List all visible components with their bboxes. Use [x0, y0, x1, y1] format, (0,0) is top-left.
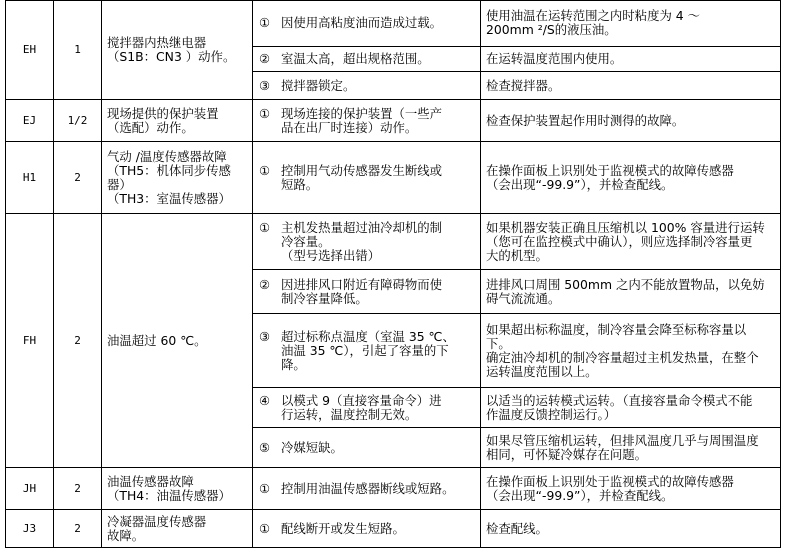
alarm-code: JH — [6, 468, 54, 510]
cause-text: 现场连接的保护装置（一些产 品在出厂时连接）动作。 — [281, 105, 443, 135]
remedy-cell: 如果尽管压缩机运转，但排风温度几乎与周围温度 相同，可怀疑冷媒存在问题。 — [481, 428, 781, 468]
cause-number: ④ — [259, 392, 271, 408]
cause-number: ② — [259, 276, 271, 292]
cause-cell — [253, 510, 481, 548]
cause-cell — [253, 142, 481, 214]
cause-number: ① — [259, 15, 271, 31]
alarm-count: 2 — [54, 468, 102, 510]
alarm-name: 冷凝器温度传感器 故障。 — [102, 510, 253, 548]
cause-text: 配线断开或发生短路。 — [281, 520, 405, 536]
alarm-name: 现场提供的保护装置 （选配）动作。 — [102, 100, 253, 142]
alarm-code: H1 — [6, 142, 54, 214]
remedy-cell: 使用油温在运转范围之内时粘度为 4 ～ 200mm ²/S的液压油。 — [481, 1, 781, 47]
alarm-count: 2 — [54, 214, 102, 468]
alarm-count: 1/2 — [54, 100, 102, 142]
remedy-cell: 在操作面板上识别处于监视模式的故障传感器 （会出现“-99.9”），并检查配线。 — [481, 468, 781, 510]
cause-number: ① — [259, 219, 271, 235]
table-row — [6, 100, 781, 142]
table-row — [6, 142, 781, 214]
table-row — [6, 214, 781, 270]
remedy-cell: 在运转温度范围内使用。 — [481, 46, 781, 72]
cause-cell — [253, 214, 481, 270]
cause-cell — [253, 270, 481, 314]
alarm-name: 油温传感器故障 （TH4：油温传感器） — [102, 468, 253, 510]
cause-number: ③ — [259, 328, 271, 344]
alarm-count: 2 — [54, 510, 102, 548]
cause-text: 搅拌器锁定。 — [281, 77, 356, 93]
cause-number: ① — [259, 520, 271, 536]
remedy-cell: 如果机器安装正确且压缩机以 100% 容量进行运转 （您可在监控模式中确认），则应选择制冷容量更 大的机型。 — [481, 214, 781, 270]
cause-cell — [253, 388, 481, 428]
cause-number: ① — [259, 162, 271, 178]
cause-cell — [253, 72, 481, 100]
cause-text: 控制用气动传感器发生断线或 短路。 — [281, 162, 443, 192]
alarm-code: FH — [6, 214, 54, 468]
cause-text: 控制用油温传感器断线或短路。 — [281, 480, 455, 496]
alarm-count: 1 — [54, 1, 102, 100]
alarm-code: J3 — [6, 510, 54, 548]
cause-number: ① — [259, 480, 271, 496]
cause-number: ③ — [259, 77, 271, 93]
cause-cell — [253, 468, 481, 510]
cause-number: ⑤ — [259, 439, 271, 455]
remedy-cell: 以适当的运转模式运转。（直接容量命令模式不能 作温度反馈控制运行。） — [481, 388, 781, 428]
table-row — [6, 1, 781, 47]
cause-text: 因使用高粘度油而造成过载。 — [281, 15, 443, 31]
alarm-table — [5, 0, 781, 548]
cause-cell — [253, 46, 481, 72]
cause-cell — [253, 100, 481, 142]
cause-cell — [253, 1, 481, 47]
cause-number: ① — [259, 105, 271, 121]
cause-cell — [253, 314, 481, 388]
table-row — [6, 468, 781, 510]
cause-text: 以模式 9（直接容量命令）进 行运转，温度控制无效。 — [281, 392, 442, 422]
remedy-cell: 检查搅拌器。 — [481, 72, 781, 100]
alarm-name: 油温超过 60 ℃。 — [102, 214, 253, 468]
alarm-code: EH — [6, 1, 54, 100]
remedy-cell: 如果超出标称温度，制冷容量会降至标称容量以 下。 确定油冷却机的制冷容量超过主机发热量，在整个 运转温度范围以上。 — [481, 314, 781, 388]
remedy-cell: 在操作面板上识别处于监视模式的故障传感器 （会出现“-99.9”），并检查配线。 — [481, 142, 781, 214]
cause-text: 超过标称点温度（室温 35 ℃、 油温 35 ℃），引起了容量的下 降。 — [281, 328, 455, 372]
cause-text: 室温太高，超出规格范围。 — [281, 51, 430, 67]
cause-text: 冷媒短缺。 — [281, 439, 343, 455]
cause-text: 因进排风口附近有障碍物而使 制冷容量降低。 — [281, 276, 443, 306]
cause-number: ② — [259, 51, 271, 67]
alarm-name: 气动 /温度传感器故障 （TH5：机体同步传感器） （TH3：室温传感器） — [102, 142, 253, 214]
remedy-cell: 检查配线。 — [481, 510, 781, 548]
table-row — [6, 510, 781, 548]
alarm-name: 搅拌器内热继电器 （S1B：CN3 ）动作。 — [102, 1, 253, 100]
cause-text: 主机发热量超过油冷却机的制 冷容量。 （型号选择出错） — [281, 219, 443, 263]
remedy-cell: 进排风口周围 500mm 之内不能放置物品，以免妨 碍气流流通。 — [481, 270, 781, 314]
remedy-cell: 检查保护装置起作用时测得的故障。 — [481, 100, 781, 142]
alarm-code: EJ — [6, 100, 54, 142]
cause-cell — [253, 428, 481, 468]
alarm-count: 2 — [54, 142, 102, 214]
